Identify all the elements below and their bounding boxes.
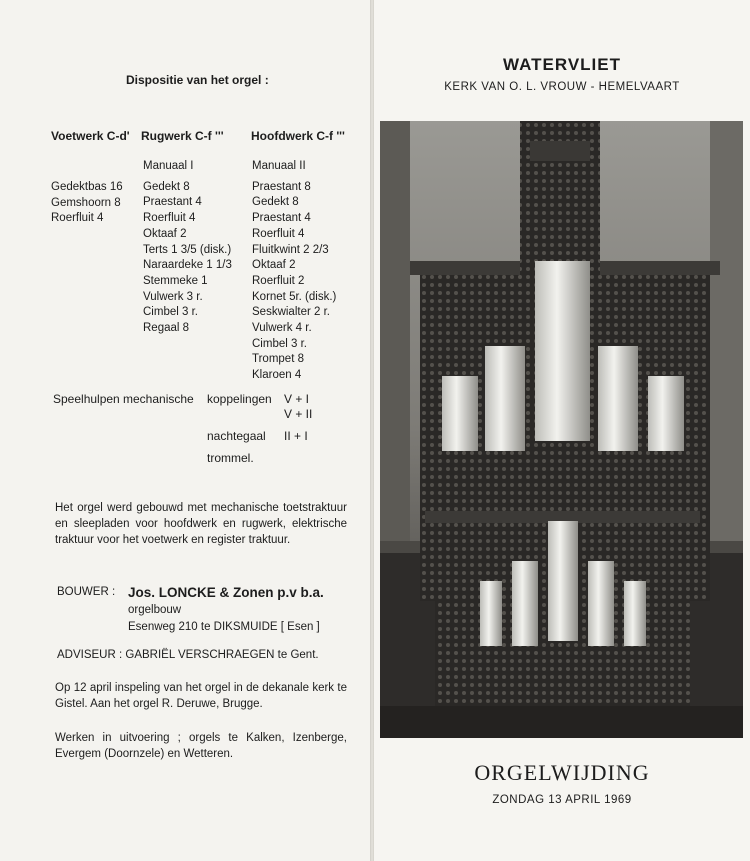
stop: Cimbel 3 r.: [143, 306, 198, 319]
bouwer-subtitle: orgelbouw: [128, 604, 182, 616]
stop: Roerfluit 2: [252, 274, 305, 287]
rugwerk-stops: [143, 159, 232, 337]
trommel-label: trommel.: [207, 451, 254, 465]
bouwer-address: Esenweg 210 te DIKSMUIDE [ Esen ]: [128, 621, 320, 633]
koppeling-value: V + I: [284, 392, 310, 406]
stop: Terts 1 3/5 (disk.): [143, 243, 232, 256]
stop: Gedekt 8: [143, 180, 190, 193]
stop: Roerfluit 4: [51, 212, 104, 225]
disposition-title: Dispositie van het orgel :: [126, 73, 269, 87]
stop: Naraardeke 1 1/3: [143, 259, 232, 272]
inspeling-text: Op 12 april inspeling van het orgel in de dekanale kerk te Gistel. Aan het orgel R. Deruwe, Brugge.: [55, 682, 347, 710]
werken-text: Werken in uitvoering ; orgels te Kalken, Izenberge, Evergem (Doornzele) en Wetteren.: [55, 732, 347, 760]
main-title: ORGELWIJDING: [474, 760, 650, 785]
stop: Fluitkwint 2 2/3: [252, 243, 329, 256]
manual-label: Manuaal I: [143, 160, 194, 172]
organ-description: Het orgel werd gebouwd met mechanische toetstraktuur en sleepladen voor hoofdwerk en rugwerk, elektrische traktuur voor het voetwerk en register traktuur.: [55, 502, 347, 546]
speelhulpen-label: Speelhulpen: [53, 392, 120, 406]
stop: Seskwialter 2 r.: [252, 306, 330, 319]
stop: Gemshoorn 8: [51, 196, 121, 209]
stop: Roerfluit 4: [252, 227, 305, 240]
stop: Praestant 8: [252, 180, 311, 193]
stop: Roerfluit 4: [143, 212, 196, 225]
nachtegaal-label: nachtegaal: [207, 429, 266, 443]
cover-subtitle: KERK VAN O. L. VROUW - HEMELVAART: [444, 81, 680, 93]
stop: Cimbel 3 r.: [252, 337, 307, 350]
adviseur-line: ADVISEUR : GABRIËL VERSCHRAEGEN te Gent.: [57, 649, 319, 661]
nachtegaal-value: II + I: [284, 429, 308, 443]
koppelingen-label: koppelingen: [207, 392, 272, 406]
speelhulpen-type: mechanische: [123, 392, 194, 406]
koppeling-value: V + II: [284, 407, 313, 421]
event-date: ZONDAG 13 APRIL 1969: [492, 794, 632, 806]
organ-photo: [380, 121, 743, 738]
stop: Vulwerk 4 r.: [252, 322, 312, 335]
manual-label: Manuaal II: [252, 160, 306, 172]
bouwer-label: BOUWER :: [57, 586, 116, 598]
voetwerk-header: Voetwerk C-d': [51, 129, 130, 143]
stop: Gedekt 8: [252, 196, 299, 209]
cover-title: WATERVLIET: [503, 55, 621, 74]
stop: Praestant 4: [252, 212, 311, 225]
hoofdwerk-stops: [252, 159, 336, 384]
hoofdwerk-header: Hoofdwerk C-f ''': [251, 129, 345, 143]
stop: Praestant 4: [143, 196, 202, 209]
stop: Stemmeke 1: [143, 274, 208, 287]
stop: Regaal 8: [143, 322, 190, 335]
voetwerk-stops: [51, 180, 123, 227]
stop: Klaroen 4: [252, 369, 302, 382]
stop: Oktaaf 2: [143, 227, 187, 240]
stop: Vulwerk 3 r.: [143, 290, 203, 303]
stop: Kornet 5r. (disk.): [252, 290, 337, 303]
bouwer-name: Jos. LONCKE & Zonen p.v b.a.: [128, 585, 324, 600]
stop: Trompet 8: [252, 353, 304, 366]
stop: Oktaaf 2: [252, 259, 296, 272]
stop: Gedektbas 16: [51, 181, 123, 193]
rugwerk-header: Rugwerk C-f ''': [141, 129, 224, 143]
